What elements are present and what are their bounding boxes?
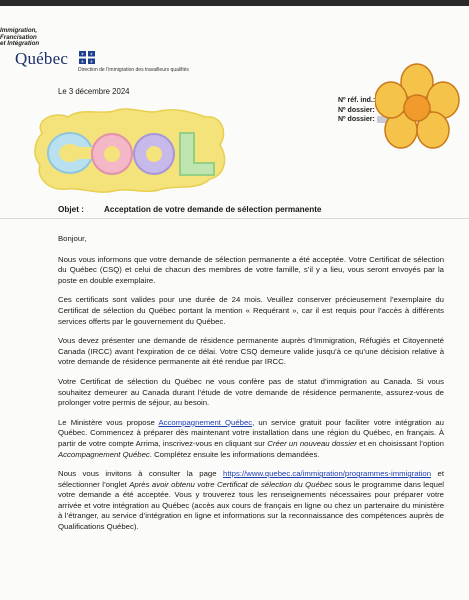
- svg-text:⚜: ⚜: [80, 51, 85, 57]
- quebec-immigration-link[interactable]: https://www.quebec.ca/immigration/programmes-immigration: [223, 469, 432, 479]
- p5-emphasis-2: Accompagnement Québec: [58, 449, 150, 459]
- p6-text-a: Nous vous invitons à consulter la page: [58, 469, 224, 479]
- p5-text-d: . Complétez ensuite les informations demandées.: [149, 449, 320, 459]
- paragraph-1: Nous vous informons que votre demande de sélection permanente a été acceptée. Votre Certificat de sélection du Québec (CSQ) et celui de chacun des membres de votre famille, s’il y a lieu, vous seront envoyés par la poste en double exemplaire.: [58, 254, 444, 285]
- svg-text:⚜: ⚜: [89, 51, 94, 57]
- divider: [0, 218, 469, 219]
- subject-text: Acceptation de votre demande de sélection permanente: [104, 205, 322, 214]
- p6-emphasis-1: Après avoir obtenu votre Certificat de sélection du Québec: [129, 479, 333, 489]
- paragraph-6: [58, 469, 444, 533]
- letter-subject: [58, 205, 322, 214]
- top-edge: [0, 0, 469, 6]
- ref-label: Nº dossier:: [338, 106, 375, 114]
- p5-text-a: Le Ministère vous propose: [58, 417, 159, 427]
- p5-text-b: , un service gratuit pour faciliter votre intégration au Québec. Commencez à préparer dès maintenant votre installation dans une région du Québec, en français. À partir de votre compte Arrima, inscrivez-vous en cliquant sur: [58, 417, 444, 448]
- p6-text-b: et sélectionner l’onglet: [58, 469, 444, 489]
- paragraph-3: Vous devez présenter une demande de résidence permanente auprès d’Immigration, Réfugiés et Citoyenneté Canada (IRCC) avant l’expiration de ce délai. Votre CSQ demeure valide jusqu’à ce qu’une décision relative à votre demande de résidence permanente ait été rendue par IRCC.: [58, 336, 444, 367]
- flower-sticker: [375, 62, 460, 152]
- letter-body: [58, 234, 444, 542]
- direction-name: Direction de l’immigration des travailleurs qualifiés: [78, 67, 189, 73]
- subject-label: Objet :: [58, 205, 84, 214]
- paragraph-2: Ces certificats sont valides pour une durée de 24 mois. Veuillez conserver précieusement l’exemplaire du Certificat de sélection du Québec portant la mention « Requérant », car il est requis pour l’accès à différents services offerts par le gouvernement du Québec.: [58, 295, 444, 326]
- accompagnement-link[interactable]: Accompagnement Québec: [158, 417, 253, 427]
- p5-emphasis-1: Créer un nouveau dossier: [267, 438, 357, 448]
- letter-date: Le 3 décembre 2024: [58, 87, 130, 96]
- svg-text:⚜: ⚜: [80, 59, 85, 64]
- ref-label: Nº dossier:: [338, 116, 375, 123]
- paragraph-4: Votre Certificat de sélection du Québec ne vous confère pas de statut d’immigration au Canada. Si vous souhaitez demeurer au Canada durant l’étude de votre demande de résidence permanente, assurez-vous de prolonger votre permis de séjour, au besoin.: [58, 376, 444, 408]
- p6-text-c: sous le programme dans lequel votre demande a été acceptée. Vous y trouverez tous les renseignements nécessaires pour préparer votre arrivée et votre intégration au Québec (accès aux cours de français en ligne ou chez un partenaire du ministère à l’étranger, au service d’intégration en ligne et informations sur la reconnaissance des compétences auprès de Qualifications Québec).: [58, 479, 444, 532]
- ref-label: Nº réf. ind.:: [338, 97, 376, 104]
- ministry-line-3: et Intégration: [0, 40, 40, 48]
- quebec-logo-text: Québec: [15, 49, 69, 68]
- paragraph-5: [58, 418, 444, 460]
- quebec-flag-icon: [79, 51, 95, 64]
- p5-text-c: et en choisissant l’option: [356, 438, 444, 448]
- cool-sticker: [30, 105, 230, 195]
- greeting: Bonjour,: [58, 234, 87, 243]
- ministry-name: [0, 28, 39, 48]
- ministry-line-2: Francisation: [0, 33, 37, 41]
- svg-text:⚜: ⚜: [89, 59, 94, 64]
- ministry-line-1: Immigration,: [0, 27, 38, 34]
